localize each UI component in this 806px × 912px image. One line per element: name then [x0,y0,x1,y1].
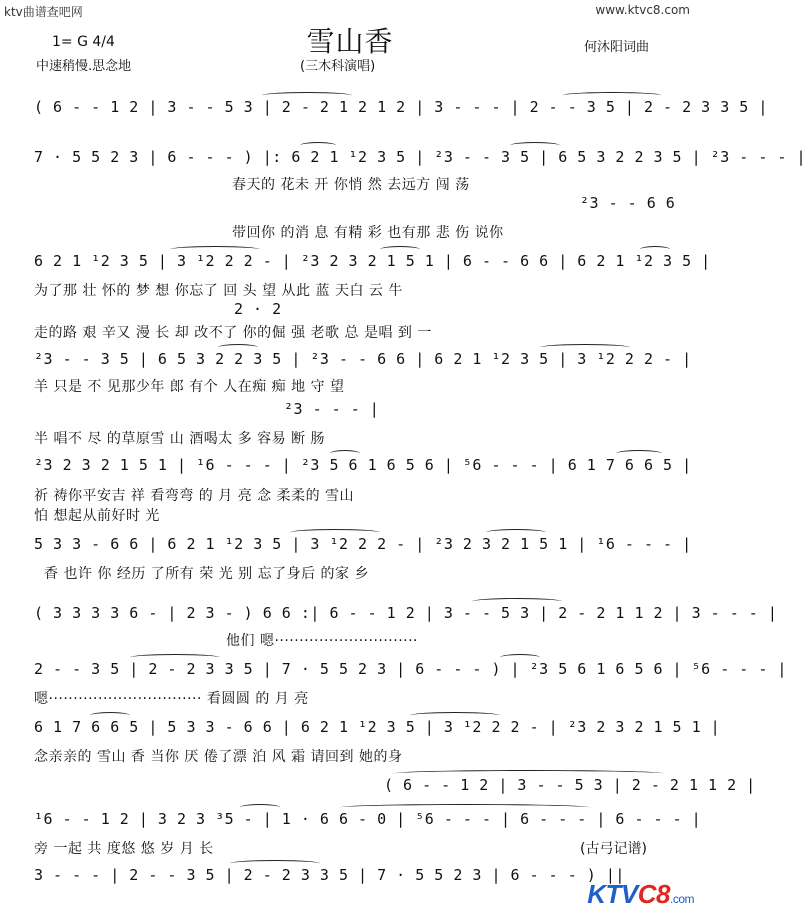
slur-mark [130,654,220,661]
slur-mark [500,654,540,661]
lyric-row: 羊 只是 不 见那少年 郎 有个 人在痴 痴 地 守 望 [34,379,345,395]
slur-mark [262,92,352,99]
lyric-row: 祈 祷你平安吉 祥 看弯弯 的 月 亮 念 柔柔的 雪山 [34,488,355,504]
slur-mark [300,142,336,149]
slur-mark [562,92,662,99]
lyric-row: 带回你 的消 息 有精 彩 也有那 悲 伤 说你 [232,225,504,241]
slur-mark [540,344,630,351]
slur-mark [394,770,664,777]
slur-mark [170,246,260,253]
score-row: ( 6 - - 1 2 | 3 - - 5 3 | 2 - 2 1 1 2 | [384,776,756,794]
lyric-row: 半 唱不 尽 的草原雪 山 酒喝太 多 容易 断 肠 [34,431,326,447]
score-row: 6 2 1 ¹2 3 5 | 3 ¹2 2 2 - | ²3 2 3 2 1 5 1 | 6 - - 6 6 | 6 2 1 ¹2 3 5 | [34,252,711,270]
slur-mark [486,529,546,536]
slur-mark [640,246,670,253]
score-row: ²3 - - 3 5 | 6 5 3 2 2 3 5 | ²3 - - 6 6 | 6 2 1 ¹2 3 5 | 3 ¹2 2 2 - | [34,350,692,368]
score-row: 2 - - 3 5 | 2 - 2 3 3 5 | 7 · 5 5 2 3 | 6 - - - ) | ²3 5 6 1 6 5 6 | ⁵6 - - - | [34,660,787,678]
score-row: ²3 - - - | [284,400,380,418]
ktvc8-logo: KTVC8.com [587,879,694,909]
lyric-row: 为了那 壮 怀的 梦 想 你忘了 回 头 望 从此 蓝 天白 云 牛 [34,283,403,299]
score-row: 7 · 5 5 2 3 | 6 - - - ) |: 6 2 1 ¹2 3 5 | ²3 - - 3 5 | 6 5 3 2 2 3 5 | ²3 - - - | [34,148,806,166]
slur-mark [90,712,130,719]
song-title: 雪山香 [306,25,394,58]
singer: (三木科演唱) [300,59,376,74]
score-row: ( 3 3 3 3 6 - | 2 3 - ) 6 6 :| 6 - - 1 2 | 3 - - 5 3 | 2 - 2 1 1 2 | 3 - - - | [34,604,778,622]
slur-mark [616,450,662,457]
slur-mark [410,712,500,719]
score-row: 2 · 2 [234,300,282,318]
score-row: ¹6 - - 1 2 | 3 2 3 ³5 - | 1 · 6 6 - 0 | ⁵6 - - - | 6 - - - | 6 - - - | [34,810,702,828]
slur-mark [340,804,590,811]
score-row: 6 1 7 6 6 5 | 5 3 3 - 6 6 | 6 2 1 ¹2 3 5 | 3 ¹2 2 2 - | ²3 2 3 2 1 5 1 | [34,718,721,736]
score-row: 3 - - - | 2 - - 3 5 | 2 - 2 3 3 5 | 7 · 5 5 2 3 | 6 - - - ) || [34,866,625,884]
slur-mark [330,450,360,457]
slur-mark [510,142,560,149]
lyric-row: 春天的 花未 开 你悄 然 去远方 闯 荡 [232,177,470,193]
score-row: 5 3 3 - 6 6 | 6 2 1 ¹2 3 5 | 3 ¹2 2 2 - | ²3 2 3 2 1 5 1 | ¹6 - - - | [34,535,692,553]
key-signature: 1= G 4/4 [52,34,115,50]
lyric-row: 他们 嗯····························· [226,633,419,649]
slur-mark [240,804,280,811]
slur-mark [380,246,420,253]
lyric-row: 香 也许 你 经历 了所有 荣 光 别 忘了身后 的家 乡 [44,566,370,582]
lyric-row: 嗯······························· 看圆圆 的 月 亮 [34,691,309,707]
lyric-row: 怕 想起从前好时 光 [34,508,160,524]
slur-mark [230,860,320,867]
score-row: ( 6 - - 1 2 | 3 - - 5 3 | 2 - 2 1 2 1 2 | 3 - - - | 2 - - 3 5 | 2 - 2 3 3 5 | [34,98,768,116]
lyric-row: 走的路 艰 辛又 漫 长 却 改不了 你的倔 强 老歌 总 是唱 到 一 [34,325,432,341]
lyric-row: 旁 一起 共 度悠 悠 岁 月 长 [34,841,214,857]
slur-mark [218,344,258,351]
slur-mark [472,598,562,605]
transcriber-note: (古弓记谱) [580,841,647,857]
author: 何沐阳词曲 [584,40,650,55]
lyric-row: 念亲亲的 雪山 香 当你 厌 倦了漂 泊 风 霜 请回到 她的身 [34,749,403,765]
score-row: ²3 - - 6 6 [580,194,676,212]
slur-mark [290,529,380,536]
tempo-marking: 中速稍慢.思念地 [36,59,132,74]
score-row: ²3 2 3 2 1 5 1 | ¹6 - - - | ²3 5 6 1 6 5 6 | ⁵6 - - - | 6 1 7 6 6 5 | [34,456,692,474]
site-left: ktv曲谱查吧网 [4,5,83,19]
site-right: www.ktvc8.com [595,3,690,17]
